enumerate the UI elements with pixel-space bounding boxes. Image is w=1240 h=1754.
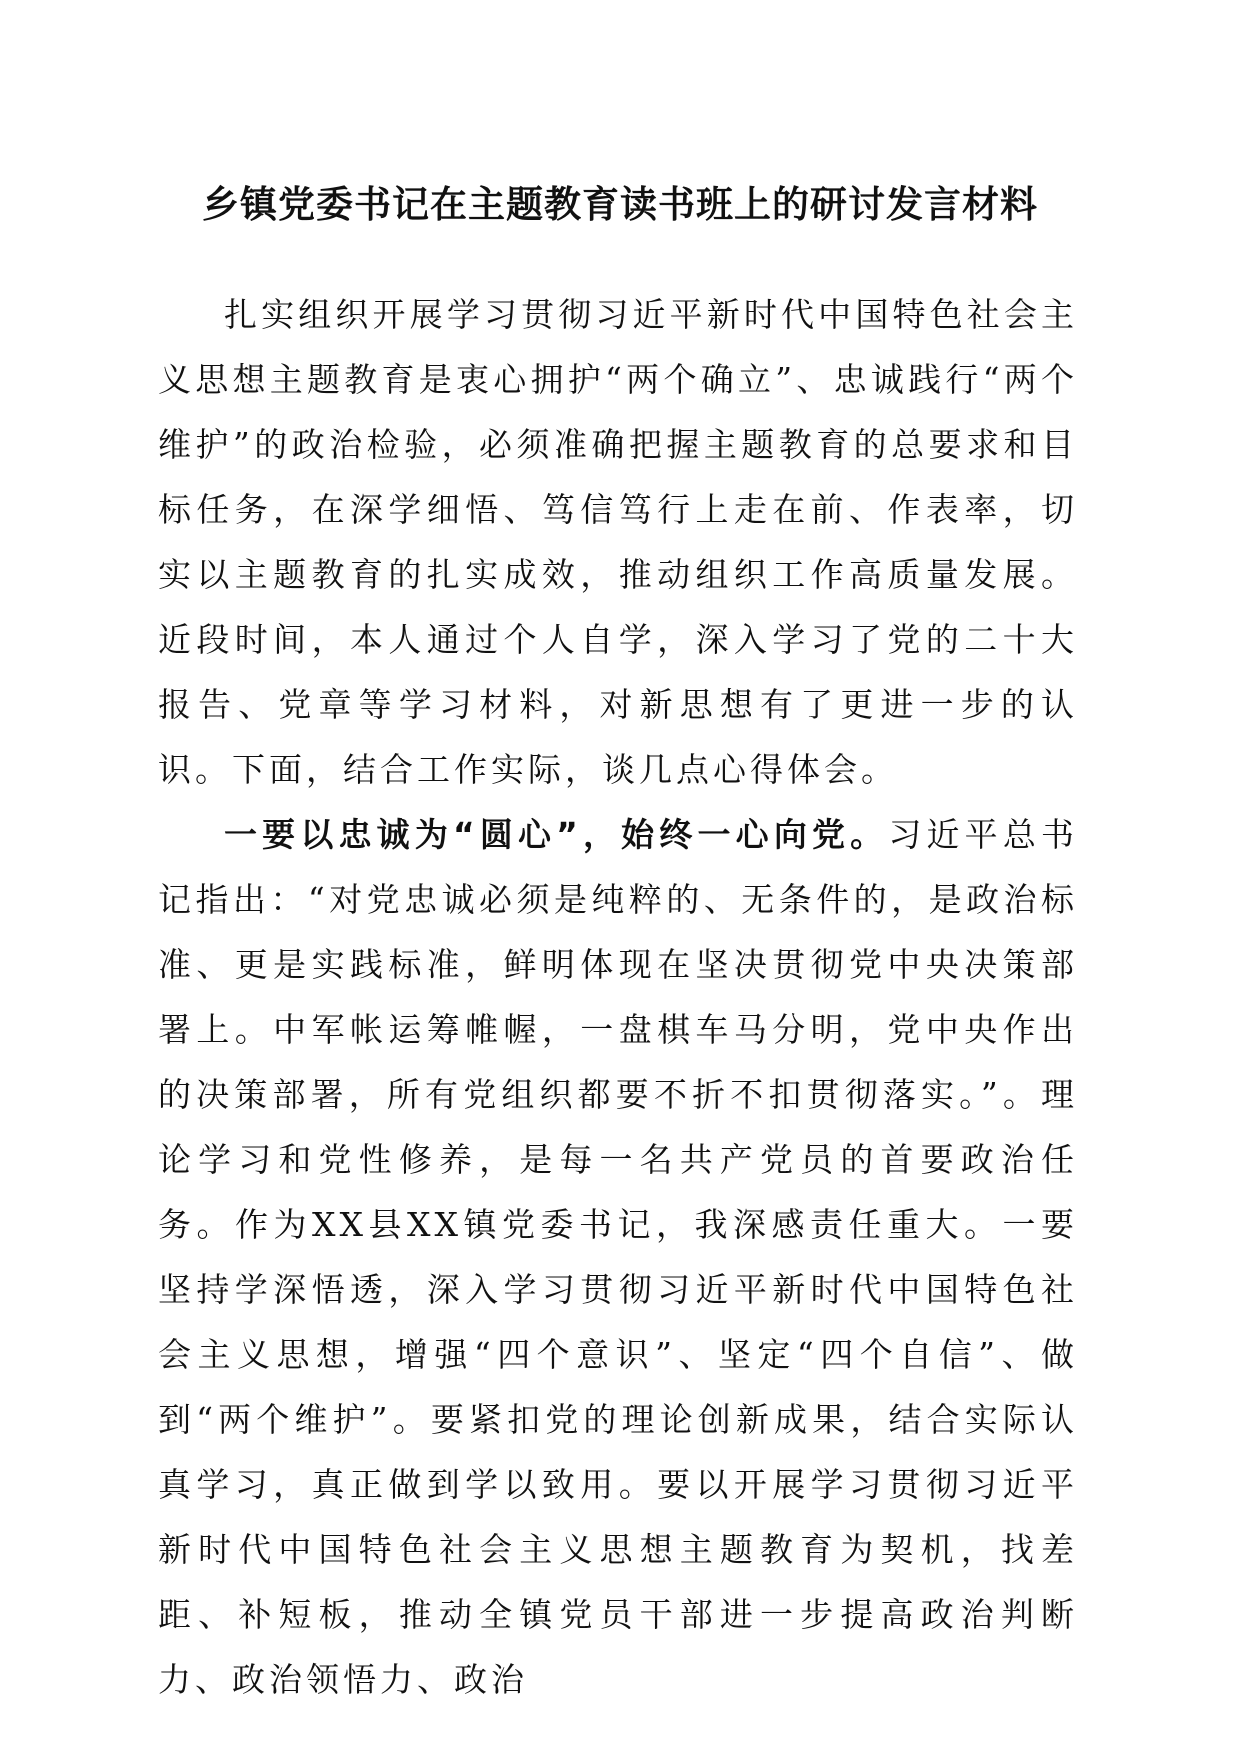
paragraph-text: 扎实组织开展学习贯彻习近平新时代中国特色社会主义思想主题教育是衷心拥护“两个确立”、忠诚践行“两个维护”的政治检验，必须准确把握主题教育的总要求和目标任务，在深学细悟、笃信笃行上走在前、作表率，切实以主题教育的扎实成效，推动组织工作高质量发展。近段时间，本人通过个人自学，深入学习了党的二十大报告、党章等学习材料，对新思想有了更进一步的认识。下面，结合工作实际，谈几点心得体会。 xyxy=(158,295,1078,789)
paragraph-section-1 xyxy=(158,802,1078,1712)
document-body xyxy=(158,282,1078,1712)
paragraph-text: 习近平总书记指出：“对党忠诚必须是纯粹的、无条件的，是政治标准、更是实践标准，鲜明体现在坚决贯彻党中央决策部署上。中军帐运筹帷幄，一盘棋车马分明，党中央作出的决策部署，所有党组织都要不折不扣贯彻落实。”。理论学习和党性修养，是每一名共产党员的首要政治任务。作为XX县XX镇党委书记，我深感责任重大。一要坚持学深悟透，深入学习贯彻习近平新时代中国特色社会主义思想，增强“四个意识”、坚定“四个自信”、做到“两个维护”。要紧扣党的理论创新成果，结合实际认真学习，真正做到学以致用。要以开展学习贯彻习近平新时代中国特色社会主义思想主题教育为契机，找差距、补短板，推动全镇党员干部进一步提高政治判断力、政治领悟力、政治 xyxy=(158,815,1078,1699)
section-heading: 一要以忠诚为“圆心”，始终一心向党。 xyxy=(224,815,889,854)
paragraph-intro xyxy=(158,282,1078,802)
document-title: 乡镇党委书记在主题教育读书班上的研讨发言材料 xyxy=(202,182,1038,226)
